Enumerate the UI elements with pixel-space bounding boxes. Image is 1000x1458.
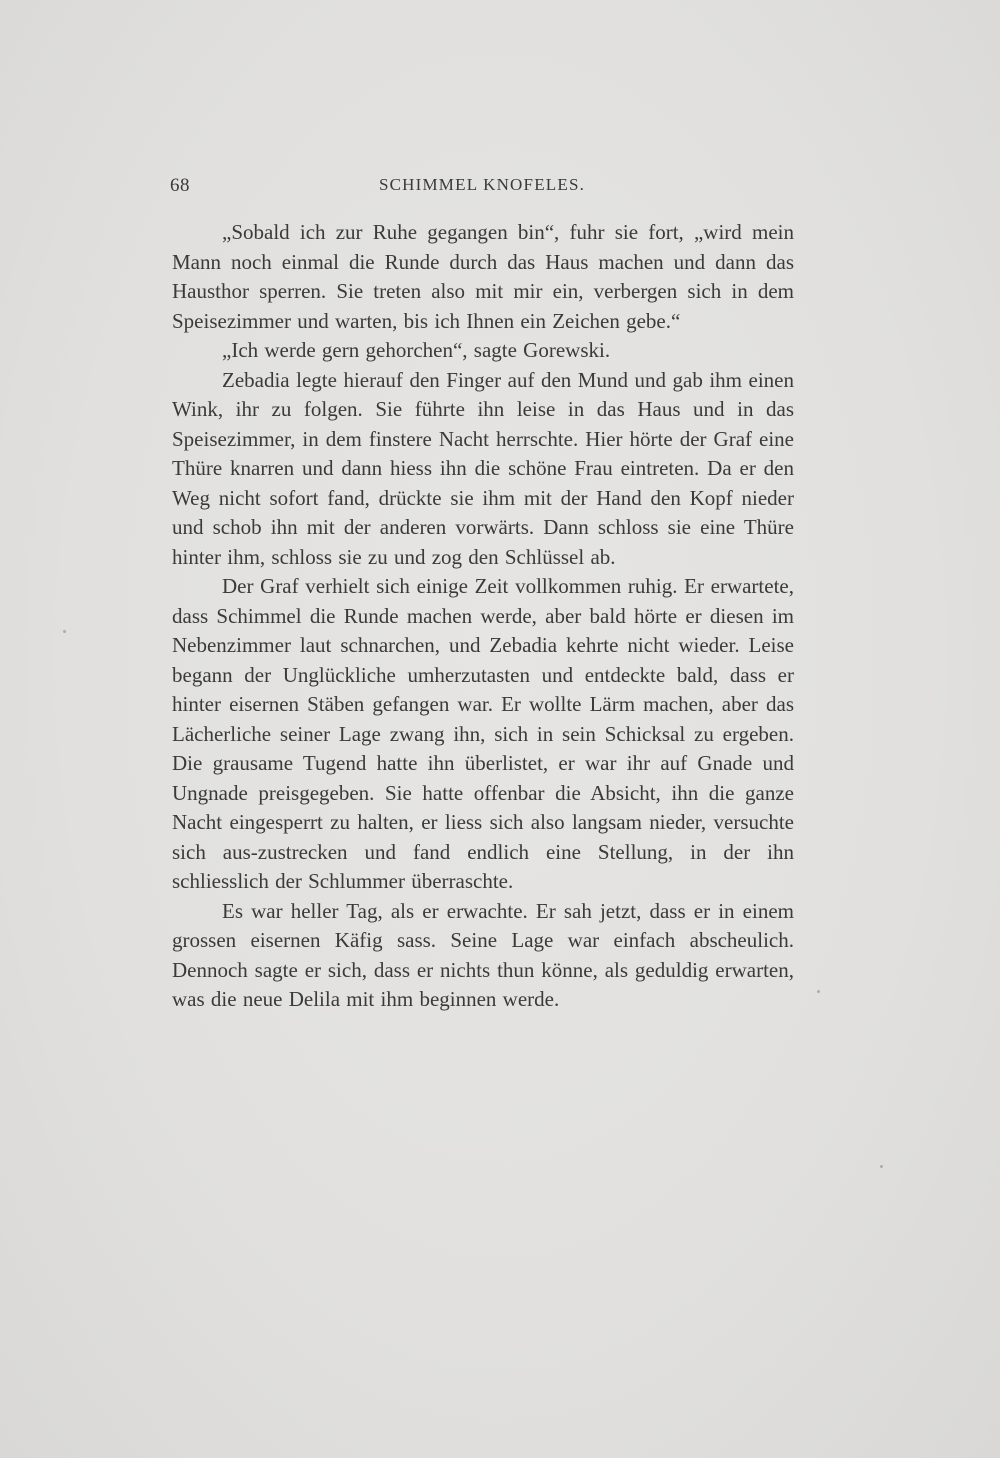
paper-speck xyxy=(880,1165,883,1168)
paragraph: „Ich werde gern gehorchen“, sagte Gorewski. xyxy=(222,338,611,362)
paragraph: Der Graf verhielt sich einige Zeit vollkommen ruhig. Er erwartete, dass Schimmel die Runde machen werde, aber bald hörte er diesen im Nebenzimmer laut schnarchen, und Zebadia kehrte nicht wieder. Leise begann der Unglückliche umherzutasten und entdeckte bald, dass er hinter eisernen Stäben gefangen war. Er wollte Lärm machen, aber das Lächerliche seiner Lage zwang ihn, sich in sein Schicksal zu ergeben. Die grausame Tugend hatte ihn überlistet, er war ihr auf Gnade und Ungnade preisgegeben. Sie hatte offenbar die Absicht, ihn die ganze Nacht eingesperrt zu halten, er liess sich also langsam nieder, versuchte sich aus-zustrecken und fand endlich eine Stellung, in der ihn schliesslich der Schlummer überraschte. xyxy=(172,574,794,893)
page-number: 68 xyxy=(170,175,190,196)
paper-speck xyxy=(817,990,820,993)
running-title: SCHIMMEL KNOFELES. xyxy=(378,175,586,194)
page-header xyxy=(170,175,794,199)
paragraph: Es war heller Tag, als er erwachte. Er sah jetzt, dass er in einem grossen eisernen Käfig sass. Seine Lage war einfach abscheulich. Dennoch sagte er sich, dass er nichts thun könne, als geduldig erwarten, was die neue Delila mit ihm beginnen werde. xyxy=(172,898,794,1011)
paragraph: „Sobald ich zur Ruhe gegangen bin“, fuhr sie fort, „wird mein Mann noch einmal die Runde durch das Haus machen und dann das Hausthor sperren. Sie treten also mit mir ein, verbergen sich in dem Speisezimmer und warten, bis ich Ihnen ein Zeichen gebe.“ xyxy=(172,220,794,333)
paper-speck xyxy=(63,630,66,633)
body-text xyxy=(172,218,794,1015)
paragraph: Zebadia legte hierauf den Finger auf den Mund und gab ihm einen Wink, ihr zu folgen. Sie führte ihn leise in das Haus und in das Speisezimmer, in dem finstere Nacht herrschte. Hier hörte der Graf eine Thüre knarren und dann hiess ihn die schöne Frau eintreten. Da er den Weg nicht sofort fand, drückte sie ihm mit der Hand den Kopf nieder und schob ihn mit der anderen vorwärts. Dann schloss sie eine Thüre hinter ihm, schloss sie zu und zog den Schlüssel ab. xyxy=(172,367,794,569)
